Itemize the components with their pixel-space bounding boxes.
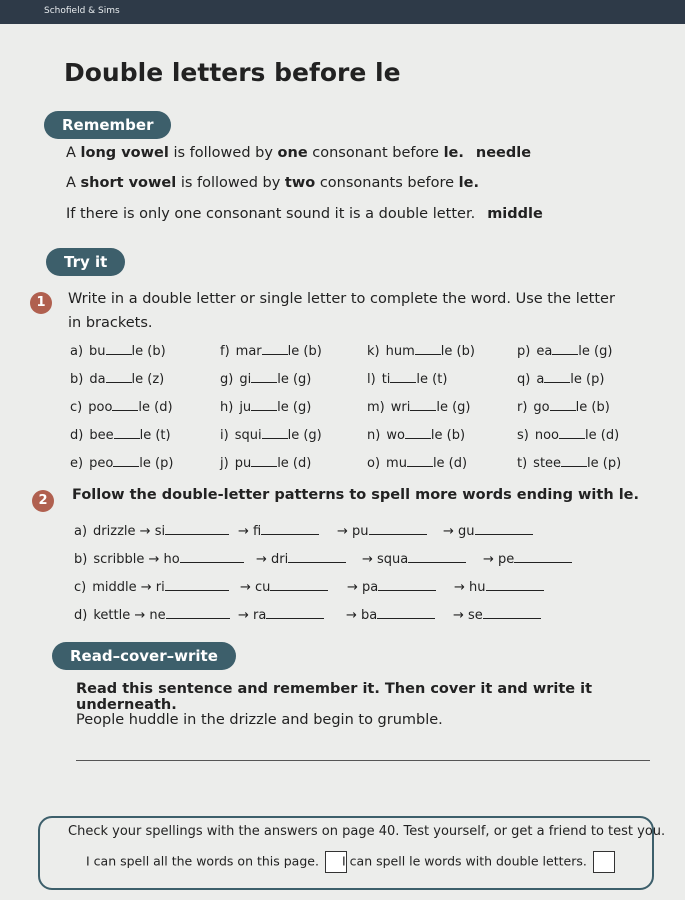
- check-item-1: I can spell all the words on this page.: [86, 851, 347, 873]
- answer-blank[interactable]: [270, 578, 328, 591]
- answer-blank[interactable]: [114, 426, 140, 439]
- answer-blank[interactable]: [251, 398, 277, 411]
- q1-item: [517, 426, 619, 443]
- q2-pattern-item: [238, 606, 324, 623]
- q1-item: [70, 370, 164, 387]
- q2-pattern-item: [74, 578, 229, 595]
- pattern-word: kettle: [93, 608, 131, 623]
- word-end: le (t): [139, 428, 171, 443]
- item-label: i): [220, 428, 229, 443]
- word-start: se: [468, 608, 483, 623]
- row-label: b): [74, 552, 88, 567]
- answer-blank[interactable]: [408, 550, 466, 563]
- word-end: le (b): [575, 400, 610, 415]
- word-end: le (b): [440, 344, 475, 359]
- arrow-icon: →: [454, 580, 470, 595]
- answer-blank[interactable]: [407, 454, 433, 467]
- question-1-text: Write in a double letter or single letter to complete the word. Use the letter in brackets.: [68, 291, 615, 331]
- q1-item: [70, 426, 171, 443]
- q2-pattern-item: [483, 550, 572, 567]
- item-label: r): [517, 400, 528, 415]
- q2-pattern-item: [346, 606, 435, 623]
- item-label: p): [517, 344, 531, 359]
- arrow-icon: →: [362, 552, 378, 567]
- answer-blank[interactable]: [165, 522, 229, 535]
- word-start: ju: [239, 400, 252, 415]
- item-label: b): [70, 372, 84, 387]
- word-end: le (p): [570, 372, 605, 387]
- item-label: k): [367, 344, 380, 359]
- item-label: c): [70, 400, 83, 415]
- arrow-icon: →: [144, 552, 164, 567]
- word-start: ri: [155, 580, 165, 595]
- rcw-sentence: People huddle in the drizzle and begin to grumble.: [76, 712, 443, 728]
- arrow-icon: →: [347, 580, 363, 595]
- answer-blank[interactable]: [410, 398, 436, 411]
- q2-pattern-item: [347, 578, 436, 595]
- remember-line-1: A long vowel is followed by one consonant before le. needle: [66, 145, 532, 161]
- q2-pattern-item: [240, 578, 328, 595]
- word-end: le (b): [430, 428, 466, 443]
- word-start: ba: [361, 608, 378, 623]
- word-end: le (g): [287, 428, 322, 443]
- answer-blank[interactable]: [544, 370, 570, 383]
- q1-item: [517, 370, 604, 387]
- word-start: gu: [458, 524, 475, 539]
- item-label: g): [220, 372, 234, 387]
- answer-blank[interactable]: [106, 370, 132, 383]
- arrow-icon: →: [453, 608, 469, 623]
- q2-pattern-item: [443, 522, 533, 539]
- check-title: Check your spellings with the answers on page 40. Test yourself, or get a friend to test you.: [68, 824, 666, 839]
- answer-blank[interactable]: [180, 550, 244, 563]
- arrow-icon: →: [337, 524, 353, 539]
- arrow-icon: →: [483, 552, 499, 567]
- item-label: l): [367, 372, 376, 387]
- q1-item: [70, 454, 173, 471]
- answer-blank[interactable]: [486, 578, 544, 591]
- row-label: a): [74, 524, 88, 539]
- example-needle: needle: [475, 145, 532, 161]
- answer-blank[interactable]: [552, 342, 578, 355]
- answer-blank[interactable]: [251, 454, 277, 467]
- item-label: m): [367, 400, 385, 415]
- answer-blank[interactable]: [483, 606, 541, 619]
- word-start: go: [533, 400, 550, 415]
- arrow-icon: →: [346, 608, 362, 623]
- answer-blank[interactable]: [390, 370, 416, 383]
- item-label: t): [517, 456, 528, 471]
- row-label: c): [74, 580, 87, 595]
- rcw-instruction: Read this sentence and remember it. Then cover it and write it underneath.: [76, 681, 593, 713]
- q2-pattern-item: [74, 550, 244, 567]
- arrow-icon: →: [136, 580, 156, 595]
- answer-blank[interactable]: [415, 342, 441, 355]
- word-start: hum: [385, 344, 415, 359]
- word-start: stee: [533, 456, 562, 471]
- word-end: le (g): [277, 372, 312, 387]
- word-end: le (d): [277, 456, 312, 471]
- answer-blank[interactable]: [106, 342, 132, 355]
- word-start: ti: [381, 372, 391, 387]
- word-start: ne: [149, 608, 166, 623]
- word-start: ea: [536, 344, 553, 359]
- q1-item: [367, 454, 467, 471]
- word-end: le (g): [277, 400, 312, 415]
- word-start: ho: [163, 552, 180, 567]
- answer-blank[interactable]: [559, 426, 585, 439]
- answer-line[interactable]: [76, 760, 650, 761]
- answer-blank[interactable]: [377, 606, 435, 619]
- word-start: squa: [377, 552, 409, 567]
- word-start: noo: [534, 428, 560, 443]
- remember-line-3: If there is only one consonant sound it is a double letter. middle: [66, 206, 543, 222]
- arrow-icon: →: [238, 524, 254, 539]
- word-end: le (b): [287, 344, 322, 359]
- arrow-icon: →: [130, 608, 150, 623]
- word-end: le (z): [131, 372, 165, 387]
- item-label: e): [70, 456, 84, 471]
- q1-item: [517, 342, 612, 359]
- word-start: bu: [89, 344, 106, 359]
- q2-pattern-item: [453, 606, 541, 623]
- answer-blank[interactable]: [165, 578, 229, 591]
- word-start: squi: [234, 428, 262, 443]
- word-start: gi: [239, 372, 252, 387]
- pattern-word: middle: [92, 580, 137, 595]
- answer-blank[interactable]: [550, 398, 576, 411]
- word-start: hu: [469, 580, 486, 595]
- checkbox-2[interactable]: [593, 851, 615, 873]
- item-label: f): [220, 344, 230, 359]
- publisher-name: Schofield & Sims: [44, 6, 120, 16]
- item-label: j): [220, 456, 229, 471]
- arrow-icon: →: [135, 524, 155, 539]
- read-cover-write-heading: Read–cover–write: [52, 642, 236, 670]
- q1-item: [220, 370, 311, 387]
- answer-blank[interactable]: [251, 370, 277, 383]
- example-middle: middle: [487, 206, 543, 222]
- word-start: mar: [235, 344, 262, 359]
- word-start: fi: [253, 524, 262, 539]
- word-start: peo: [89, 456, 114, 471]
- q1-item: [367, 398, 470, 415]
- word-start: ra: [253, 608, 267, 623]
- q2-pattern-item: [256, 550, 346, 567]
- q2-pattern-item: [74, 522, 229, 539]
- pattern-word: drizzle: [93, 524, 136, 539]
- answer-blank[interactable]: [514, 550, 572, 563]
- word-end: le (b): [131, 344, 166, 359]
- item-label: a): [70, 344, 84, 359]
- q1-item: [220, 398, 311, 415]
- q1-item: [517, 398, 610, 415]
- q2-pattern-item: [74, 606, 230, 623]
- q1-item: [220, 342, 322, 359]
- answer-blank[interactable]: [266, 606, 324, 619]
- word-start: poo: [88, 400, 113, 415]
- q1-item: [367, 426, 465, 443]
- answer-blank[interactable]: [166, 606, 230, 619]
- q1-item: [70, 342, 166, 359]
- word-start: wri: [390, 400, 411, 415]
- answer-blank[interactable]: [112, 398, 138, 411]
- q2-pattern-item: [362, 550, 466, 567]
- word-start: si: [154, 524, 166, 539]
- question-2-number: 2: [32, 490, 54, 512]
- question-1-number: 1: [30, 292, 52, 314]
- answer-blank[interactable]: [369, 522, 427, 535]
- item-label: q): [517, 372, 531, 387]
- page-title: Double letters before le: [64, 58, 401, 87]
- word-start: pa: [362, 580, 379, 595]
- q1-item: [367, 342, 475, 359]
- answer-blank[interactable]: [261, 522, 319, 535]
- word-end: le (d): [432, 456, 468, 471]
- word-end: le (d): [585, 428, 620, 443]
- word-end: le (t): [416, 372, 448, 387]
- answer-blank[interactable]: [262, 342, 288, 355]
- question-2-text: Follow the double-letter patterns to spell more words ending with le.: [72, 487, 640, 503]
- word-end: le (g): [578, 344, 613, 359]
- answer-blank[interactable]: [262, 426, 288, 439]
- q1-item: [367, 370, 447, 387]
- answer-blank[interactable]: [288, 550, 346, 563]
- pattern-word: scribble: [93, 552, 145, 567]
- word-start: mu: [386, 456, 407, 471]
- word-start: pu: [352, 524, 369, 539]
- arrow-icon: →: [256, 552, 272, 567]
- check-item-2: I can spell le words with double letters.: [342, 851, 615, 873]
- word-start: dri: [271, 552, 289, 567]
- arrow-icon: →: [238, 608, 254, 623]
- item-label: d): [70, 428, 84, 443]
- try-it-heading: Try it: [46, 248, 125, 276]
- q2-pattern-item: [454, 578, 544, 595]
- word-start: da: [89, 372, 106, 387]
- word-end: le (p): [139, 456, 174, 471]
- remember-heading: Remember: [44, 111, 171, 139]
- q1-item: [220, 454, 311, 471]
- item-label: n): [367, 428, 381, 443]
- q1-item: [70, 398, 173, 415]
- row-label: d): [74, 608, 88, 623]
- answer-blank[interactable]: [113, 454, 139, 467]
- answer-blank[interactable]: [475, 522, 533, 535]
- answer-blank[interactable]: [378, 578, 436, 591]
- word-start: pe: [498, 552, 515, 567]
- q1-item: [220, 426, 322, 443]
- answer-blank[interactable]: [405, 426, 431, 439]
- arrow-icon: →: [240, 580, 256, 595]
- word-start: bee: [89, 428, 114, 443]
- q2-pattern-item: [238, 522, 319, 539]
- q2-pattern-item: [337, 522, 427, 539]
- word-start: cu: [255, 580, 271, 595]
- answer-blank[interactable]: [561, 454, 587, 467]
- word-end: le (d): [138, 400, 173, 415]
- item-label: s): [517, 428, 529, 443]
- arrow-icon: →: [443, 524, 459, 539]
- item-label: o): [367, 456, 381, 471]
- q1-item: [517, 454, 621, 471]
- item-label: h): [220, 400, 234, 415]
- word-start: wo: [386, 428, 405, 443]
- word-end: le (g): [436, 400, 471, 415]
- word-start: pu: [234, 456, 252, 471]
- remember-line-2: A short vowel is followed by two consonants before le.: [66, 175, 479, 191]
- word-start: a: [536, 372, 545, 387]
- word-end: le (p): [587, 456, 622, 471]
